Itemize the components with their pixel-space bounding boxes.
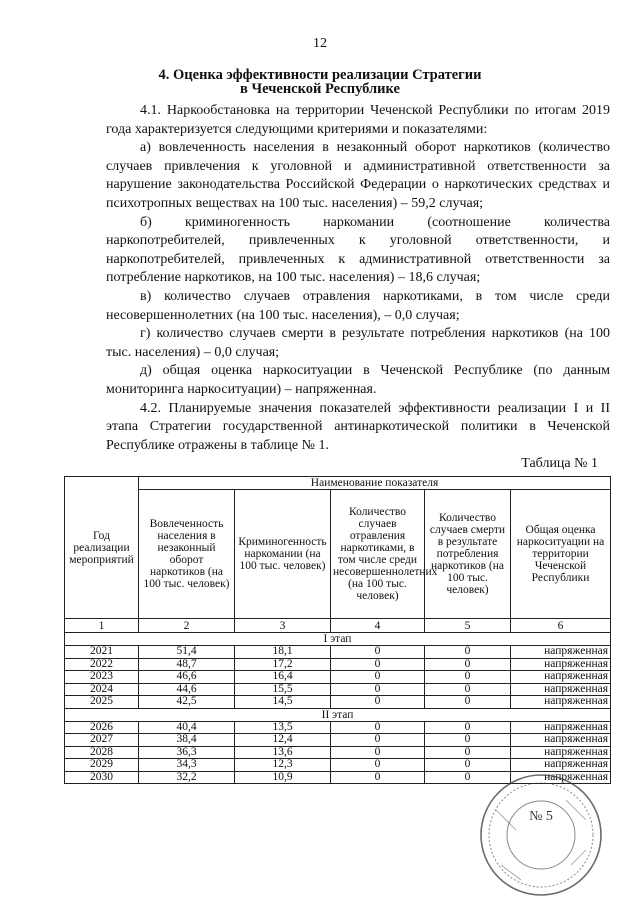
stage-label: I этап (65, 633, 611, 646)
column-number: 1 (65, 619, 139, 633)
table-cell: 34,3 (139, 759, 235, 772)
table-cell: 2025 (65, 696, 139, 709)
table-cell: 2028 (65, 746, 139, 759)
table-cell: 0 (425, 734, 511, 747)
paragraph-g: г) количество случаев смерти в результате потребления наркотиков (на 100 тыс. населения) – 0,0 случая; (106, 326, 610, 360)
paragraph-4-1: 4.1. Наркообстановка на территории Чеченской Республики по итогам 2019 года характеризуется следующими критериями и показателями: (106, 103, 610, 137)
table-cell: 0 (331, 759, 425, 772)
indicators-table (64, 476, 611, 784)
table-cell: 0 (331, 658, 425, 671)
table-caption: Таблица № 1 (521, 456, 598, 471)
table-cell: 13,6 (235, 746, 331, 759)
table-cell: напряженная (511, 696, 611, 709)
table-cell: 44,6 (139, 683, 235, 696)
column-header-poisoning: Количество случаев отравления наркотиками, в том числе среди несовершеннолетних (на 100 тыс. человек) (331, 490, 425, 619)
section-title-line-1: 4. Оценка эффективности реализации Стратегии (158, 67, 482, 83)
table-cell: 15,5 (235, 683, 331, 696)
table-cell: напряженная (511, 683, 611, 696)
table-cell: 0 (331, 746, 425, 759)
table-cell: напряженная (511, 771, 611, 784)
table-cell: 16,4 (235, 671, 331, 684)
table-cell: 0 (331, 771, 425, 784)
table-row (65, 658, 611, 671)
column-header-year: Год реализации мероприятий (65, 477, 139, 619)
paragraph-b: б) криминогенность наркомании (соотношение количества наркопотребителей, привлеченных к уголовной ответственности, и наркопотребителей, привлеченных к административной ответственности за потребление наркотиков, на 100 тыс. населения) – 18,6 случая; (106, 214, 610, 286)
table-cell: 2030 (65, 771, 139, 784)
group-header: Наименование показателя (139, 477, 611, 490)
stage-row (65, 633, 611, 646)
paragraph-d: д) общая оценка наркоситуации в Чеченской Республике (по данным мониторинга наркоситуации) – напряженная. (106, 363, 610, 397)
table-cell: 2022 (65, 658, 139, 671)
table-cell: 0 (331, 671, 425, 684)
column-number: 2 (139, 619, 235, 633)
table-cell: 0 (425, 759, 511, 772)
table-cell: 0 (331, 734, 425, 747)
table-row (65, 646, 611, 659)
table-cell: 48,7 (139, 658, 235, 671)
table-cell: 46,6 (139, 671, 235, 684)
page-number: 12 (313, 36, 327, 51)
table-row (65, 746, 611, 759)
stamp-number: № 5 (529, 809, 553, 824)
table-cell: 32,2 (139, 771, 235, 784)
table-cell: 36,3 (139, 746, 235, 759)
table-cell: 12,3 (235, 759, 331, 772)
table-cell: 0 (331, 646, 425, 659)
table-cell: 0 (425, 671, 511, 684)
table-cell: 0 (425, 696, 511, 709)
table-cell: 2026 (65, 721, 139, 734)
column-header-involvement: Вовлеченность населения в незаконный оборот наркотиков (на 100 тыс. человек) (139, 490, 235, 619)
table-cell: напряженная (511, 746, 611, 759)
stage-row (65, 708, 611, 721)
table-cell: 0 (331, 696, 425, 709)
table-group-header-row (65, 477, 611, 490)
official-seal-stamp (476, 770, 606, 900)
table-cell: 18,1 (235, 646, 331, 659)
table-row (65, 683, 611, 696)
table-cell: 2024 (65, 683, 139, 696)
table-cell: 12,4 (235, 734, 331, 747)
paragraph-v: в) количество случаев отравления наркотиками, в том числе среди несовершеннолетних (на 100 тыс. населения), – 0,0 случая; (106, 288, 610, 323)
table-row (65, 696, 611, 709)
table-cell: 2021 (65, 646, 139, 659)
table-cell: напряженная (511, 721, 611, 734)
table-cell: 2023 (65, 671, 139, 684)
table-cell: 13,5 (235, 721, 331, 734)
column-number: 6 (511, 619, 611, 633)
table-cell: 38,4 (139, 734, 235, 747)
table-cell: 14,5 (235, 696, 331, 709)
table-row (65, 734, 611, 747)
table-cell: 51,4 (139, 646, 235, 659)
table-cell: 40,4 (139, 721, 235, 734)
table-header-row (65, 490, 611, 619)
table-cell: напряженная (511, 646, 611, 659)
column-number: 5 (425, 619, 511, 633)
table-cell: напряженная (511, 759, 611, 772)
table-cell: 2029 (65, 759, 139, 772)
table-cell: 10,9 (235, 771, 331, 784)
table-cell: 0 (425, 683, 511, 696)
table-cell: напряженная (511, 671, 611, 684)
column-number: 3 (235, 619, 331, 633)
table-cell: 0 (331, 683, 425, 696)
column-header-deaths: Количество случаев смерти в результате потребления наркотиков (на 100 тыс. человек) (425, 490, 511, 619)
table-cell: 0 (425, 771, 511, 784)
table-cell: 17,2 (235, 658, 331, 671)
column-number: 4 (331, 619, 425, 633)
paragraph-4-2: 4.2. Планируемые значения показателей эффективности реализации I и II этапа Стратегии государственной антинаркотической политики в Чеченской Республике отражены в таблице № 1. (106, 400, 610, 453)
table-row (65, 721, 611, 734)
paragraph-a: а) вовлеченность населения в незаконный оборот наркотиков (количество случаев привлечения к уголовной и административной ответственности за нарушение законодательства Российской Федерации о наркотических средствах и психотропных веществах на 100 тыс. населения) – 59,2 случая; (106, 140, 610, 211)
column-header-criminogenic: Криминогенность наркомании (на 100 тыс. человек) (235, 490, 331, 619)
column-numbers-row (65, 619, 611, 633)
table-cell: 2027 (65, 734, 139, 747)
table-cell: 42,5 (139, 696, 235, 709)
table-cell: 0 (425, 746, 511, 759)
table-cell: 0 (331, 721, 425, 734)
table-cell: напряженная (511, 658, 611, 671)
table-cell: 0 (425, 646, 511, 659)
column-header-assessment: Общая оценка наркоситуации на территории Чеченской Республики (511, 490, 611, 619)
section-title-line-2: в Чеченской Республике (240, 81, 400, 97)
table-cell: 0 (425, 721, 511, 734)
body-text (106, 102, 610, 455)
table-row (65, 671, 611, 684)
table-cell: 0 (425, 658, 511, 671)
section-title (100, 68, 540, 96)
table-cell: напряженная (511, 734, 611, 747)
stage-label: II этап (65, 708, 611, 721)
